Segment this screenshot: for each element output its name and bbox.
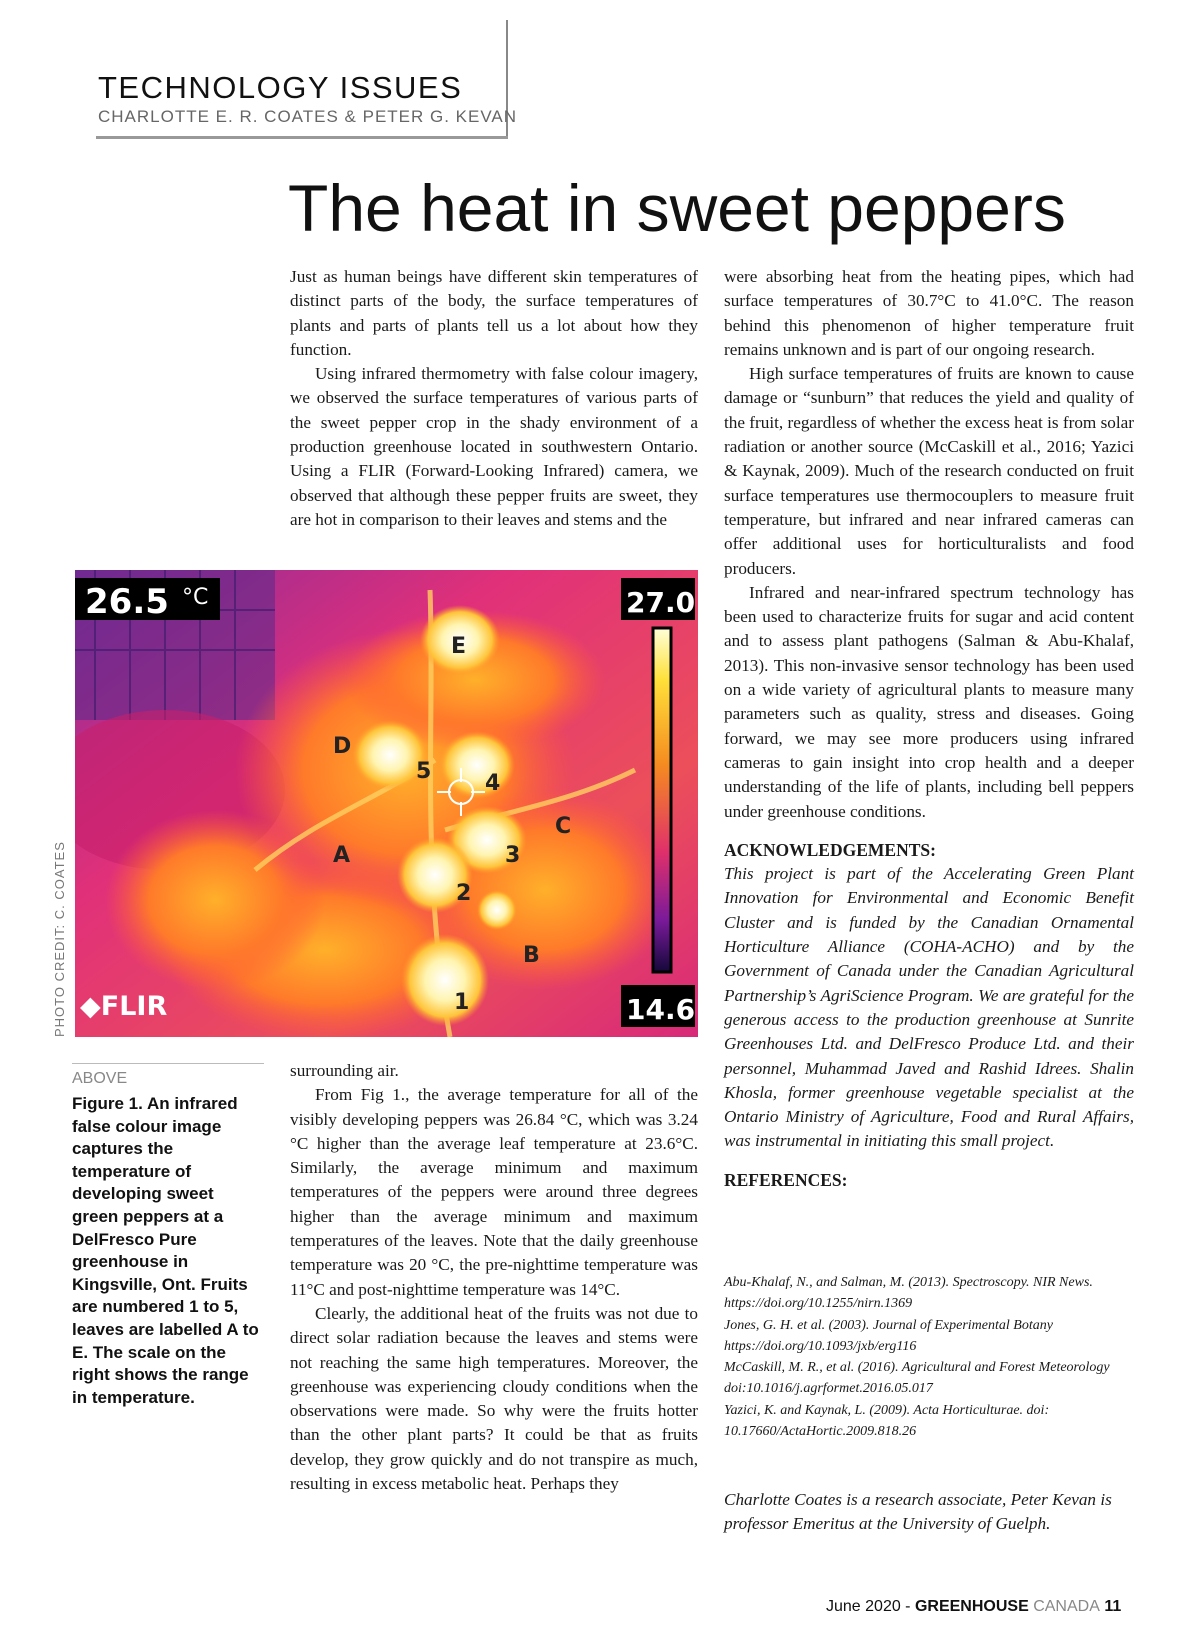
fruit-label-2: 2 — [456, 881, 472, 906]
article-headline: The heat in sweet peppers — [288, 171, 1066, 245]
references-heading: REFERENCES: — [724, 1169, 848, 1190]
photo-credit: PHOTO CREDIT: C. COATES — [52, 841, 67, 1037]
section-title: TECHNOLOGY ISSUES — [98, 70, 463, 105]
body-column-1-bottom — [290, 1059, 698, 1496]
fruit-label-5: 5 — [416, 759, 432, 784]
fruit-label-4: 4 — [485, 771, 501, 796]
spot-temperature: 26.5 — [85, 582, 169, 622]
thermal-figure — [75, 570, 698, 1037]
leaf-label-c: C — [555, 814, 572, 839]
page-footer — [826, 1598, 1121, 1616]
article-authors: CHARLOTTE E. R. COATES & PETER G. KEVAN — [98, 107, 518, 126]
reference-item: Yazici, K. and Kaynak, L. (2009). Acta Horticulturae. doi: 10.17660/ActaHortic.2009.818.26 — [724, 1402, 1050, 1440]
caption-label: ABOVE — [72, 1070, 128, 1087]
temperature-scale-bar — [653, 628, 671, 972]
paragraph: Infrared and near-infrared spectrum technology has been used to characterize fruits for sugar and acid content and to assess plant pathogens (Salman & Abu-Khalaf, 2013). This non-invasive sensor technology has been used on a wide variety of agricultural plants to measure many parameters such as quality, stress and diseases. Going forward, we may see more producers using infrared cameras to gain insight into crop health and a deeper understanding of the life of plants, including bell peppers under greenhouse conditions. — [724, 582, 1134, 821]
paragraph: surrounding air. — [290, 1061, 399, 1080]
leaf-label-d: D — [333, 734, 352, 759]
spot-unit: °C — [182, 585, 209, 610]
paragraph: Using infrared thermometry with false colour imagery, we observed the surface temperatures of various parts of the sweet pepper crop in the shady environment of a production greenhouse located in southwestern Ontario. Using a FLIR (Forward-Looking Infrared) camera, we observed that although these pepper fruits are sweet, they are hot in comparison to their leaves and stems and the — [290, 364, 698, 529]
body-column-1-top — [290, 265, 698, 532]
reference-item: McCaskill, M. R., et al. (2016). Agricultural and Forest Meteorology doi:10.1016/j.agrformet.2016.05.017 — [724, 1360, 1110, 1397]
paragraph: High surface temperatures of fruits are known to cause damage or “sunburn” that reduces the yield and quality of the fruit, regardless of whether the excess heat is from solar radiation or another source (McCaskill et al., 2016; Yazici & Kaynak, 2009). Much of the research conducted on fruit surface temperatures use thermocouplers to measure fruit temperature, but infrared and near infrared cameras can offer additional uses for horticulturalists and food producers. — [724, 364, 1134, 578]
leaf-label-a: A — [333, 843, 351, 868]
author-bio: Charlotte Coates is a research associate, Peter Kevan is professor Emeritus at the University of Guelph. — [724, 1490, 1112, 1534]
leaf-label-e: E — [451, 634, 467, 659]
issue-date: June 2020 - — [826, 1598, 915, 1615]
acknowledgements-text: This project is part of the Accelerating Green Plant Innovation for Environmental and Economic Benefit Cluster and is funded by the Canadian Ornamental Horticulture Alliance (COHA-ACHO) and by the Government of Canada under the Canadian Agricultural Partnership’s AgriScience Program. We are grateful for the generous access to the production greenhouse at Sunrite Greenhouses Ltd. and DelFresco Produce Ltd. and their personnel, Muhammad Javed and Rashid Idrees. Shalin Khosla, former greenhouse vegetable specialist at the Ontario Ministry of Agriculture, Food and Rural Affairs, was instrumental in initiating this small project. — [724, 864, 1134, 1151]
paragraph: Clearly, the additional heat of the fruits was not due to direct solar radiation because the leaves and stems were not reaching the same high temperatures. Moreover, the greenhouse was experiencing cloudy conditions when the observations were made. So why were the fruits hotter than the other plant parts? It could be that as fruits develop, they grow quickly and do not transpire as much, resulting in excess metabolic heat. Perhaps they — [290, 1303, 698, 1494]
reference-item: Abu-Khalaf, N., and Salman, M. (2013). Spectroscopy. NIR News. https://doi.org/10.1255/nirn.1369 — [724, 1275, 1093, 1312]
leaf-label-b: B — [523, 943, 540, 968]
fruit-label-1: 1 — [454, 990, 470, 1015]
paragraph: were absorbing heat from the heating pipes, which had surface temperatures of 30.7°C to 41.0°C. The reason behind this phenomenon of higher temperature fruit remains unknown and is part of our ongoing research. — [724, 267, 1134, 359]
acknowledgements-heading: ACKNOWLEDGEMENTS: — [724, 839, 936, 860]
caption-divider — [72, 1063, 264, 1064]
reference-item: Jones, G. H. et al. (2003). Journal of Experimental Botany https://doi.org/10.1093/jxb/erg116 — [724, 1317, 1053, 1354]
flir-logo: ◆FLIR — [80, 991, 168, 1022]
scale-max: 27.0 — [626, 586, 696, 619]
scale-min: 14.6 — [626, 993, 696, 1026]
header-underline — [96, 136, 508, 139]
references-list — [724, 1272, 1134, 1442]
body-column-2 — [724, 265, 1134, 1192]
page-number: 11 — [1104, 1598, 1122, 1615]
fruit-label-3: 3 — [505, 843, 521, 868]
magazine-name: GREENHOUSE — [914, 1598, 1029, 1615]
paragraph: Just as human beings have different skin temperatures of distinct parts of the body, the surface temperatures of plants and parts of plants tell us a lot about how they function. — [290, 267, 698, 359]
figure-caption: Figure 1. An infrared false colour image captures the temperature of developing sweet green peppers at a DelFresco Pure greenhouse in Kingsville, Ont. Fruits are numbered 1 to 5, leaves are labelled A to E. The scale on the right shows the range in temperature. — [72, 1094, 259, 1407]
magazine-name-suffix: CANADA — [1028, 1598, 1100, 1615]
paragraph: From Fig 1., the average temperature for all of the visibly developing peppers was 26.84 °C, which was 3.24 °C higher than the average leaf temperature at 23.6°C. Similarly, the average minimum and maximum temperatures of the peppers were around three degrees higher than the average minimum and maximum temperatures of the leaves. Note that the daily greenhouse temperature was 20 °C, the pre-nighttime temperature was 11°C and post-nighttime temperature was 14°C. — [290, 1085, 698, 1299]
